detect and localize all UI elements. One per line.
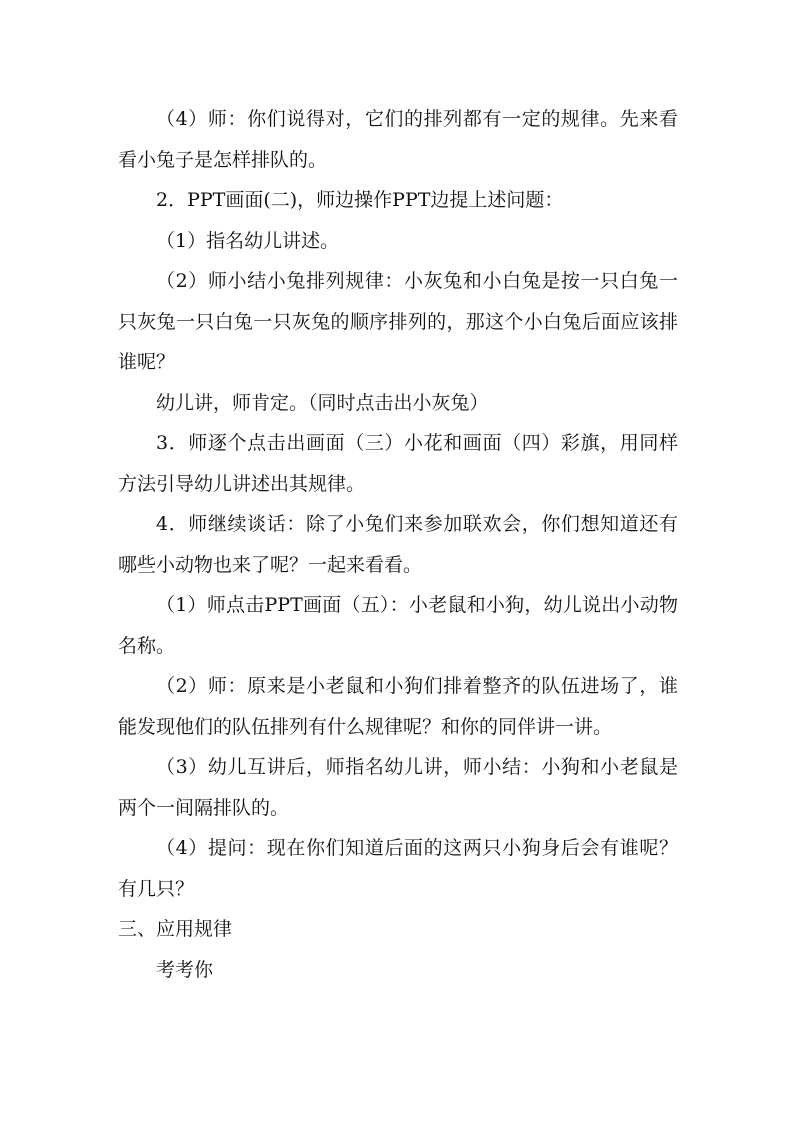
paragraph-question: （4）提问：现在你们知道后面的这两只小狗身后会有谁呢？有几只？ [118, 837, 678, 900]
paragraph-rabbit-rule-summary: （2）师小结小兔排列规律：小灰兔和小白兔是按一只白兔一只灰兔一只白兔一只灰兔的顺序排列的，那这个小白兔后面应该排谁呢？ [118, 270, 678, 373]
section-heading: 三、应用规律 [118, 918, 233, 940]
paragraph-ppt-screen-2: 2．PPT画面(二)，师边操作PPT边提上述问题： [156, 189, 564, 211]
paragraph-child-describes: （1）指名幼儿讲述。 [156, 229, 340, 252]
paragraph-ppt-screen-5: （1）师点击PPT画面（五）：小老鼠和小狗，幼儿说出小动物名称。 [118, 594, 678, 657]
lesson-plan-body [118, 99, 678, 990]
paragraph-teacher-summary: （3）幼儿互讲后，师指名幼儿讲，师小结：小狗和小老鼠是两个一间隔排队的。 [118, 756, 678, 819]
paragraph-mouse-dog-queue: （2）师：原来是小老鼠和小狗们排着整齐的队伍进场了，谁能发现他们的队伍排列有什么规律呢？和你的同伴讲一讲。 [118, 675, 678, 738]
paragraph-child-answers: 幼儿讲，师肯定。（同时点击出小灰兔） [156, 391, 489, 414]
paragraph-other-animals: 4．师继续谈话：除了小兔们来参加联欢会，你们想知道还有哪些小动物也来了呢？一起来看看。 [118, 513, 678, 576]
paragraph-teacher-remark: （4）师：你们说得对，它们的排列都有一定的规律。先来看看小兔子是怎样排队的。 [118, 108, 678, 171]
subheading: 考考你 [156, 958, 214, 981]
paragraph-flowers-flags: 3．师逐个点击出画面（三）小花和画面（四）彩旗，用同样方法引导幼儿讲述出其规律。 [118, 432, 678, 495]
